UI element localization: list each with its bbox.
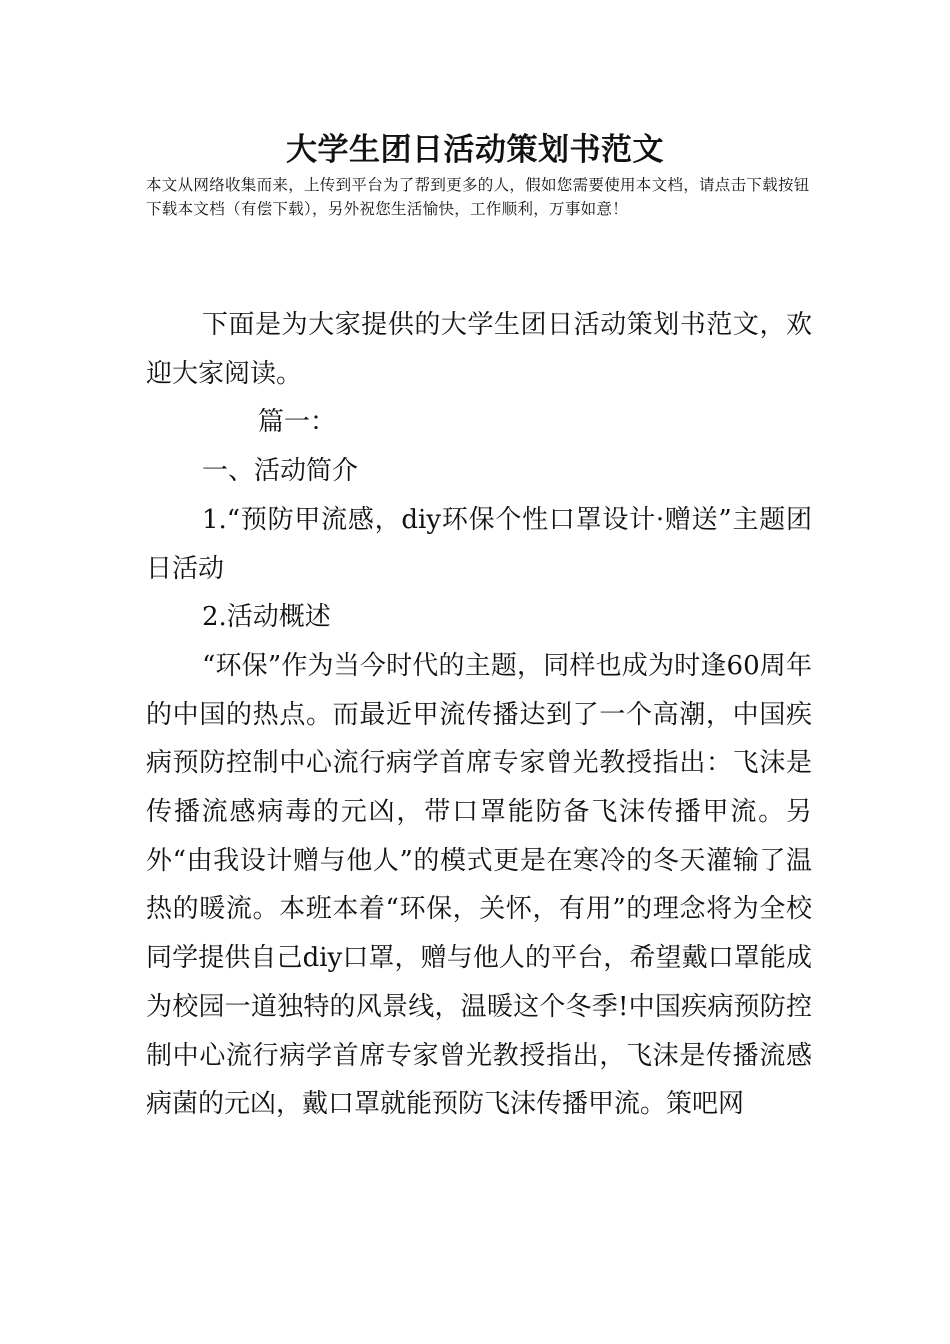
download-notice: 本文从网络收集而来，上传到平台为了帮到更多的人，假如您需要使用本文档，请点击下载按钮下载本文档（有偿下载），另外祝您生活愉快，工作顺利，万事如意！ — [146, 176, 810, 218]
document-title: 大学生团日活动策划书范文 — [286, 132, 664, 168]
list-item: 1.“预防甲流感，diy环保个性口罩设计·赠送”主题团日活动 — [146, 504, 812, 584]
document-body — [146, 301, 812, 1129]
list-item: 2.活动概述 — [202, 602, 331, 633]
body-paragraph: “环保”作为当今时代的主题，同样也成为时逢60周年的中国的热点。而最近甲流传播达到了一个高潮，中国疾病预防控制中心流行病学首席专家曾光教授指出：飞沫是传播流感病毒的元凶，带口罩能防备飞沫传播甲流。另外“由我设计赠与他人”的模式更是在寒冷的冬天灌输了温热的暖流。本班本着“环保，关怀，有用”的理念将为全校同学提供自己diy口罩，赠与他人的平台，希望戴口罩能成为校园一道独特的风景线，温暖这个冬季!中国疾病预防控制中心流行病学首席专家曾光教授指出，飞沫是传播流感病菌的元凶，戴口罩就能预防飞沫传播甲流。策吧网 — [146, 650, 812, 1120]
subsection-heading: 一、活动简介 — [202, 456, 359, 487]
intro-paragraph: 下面是为大家提供的大学生团日活动策划书范文，欢迎大家阅读。 — [146, 310, 812, 389]
section-heading: 篇一： — [258, 407, 337, 438]
